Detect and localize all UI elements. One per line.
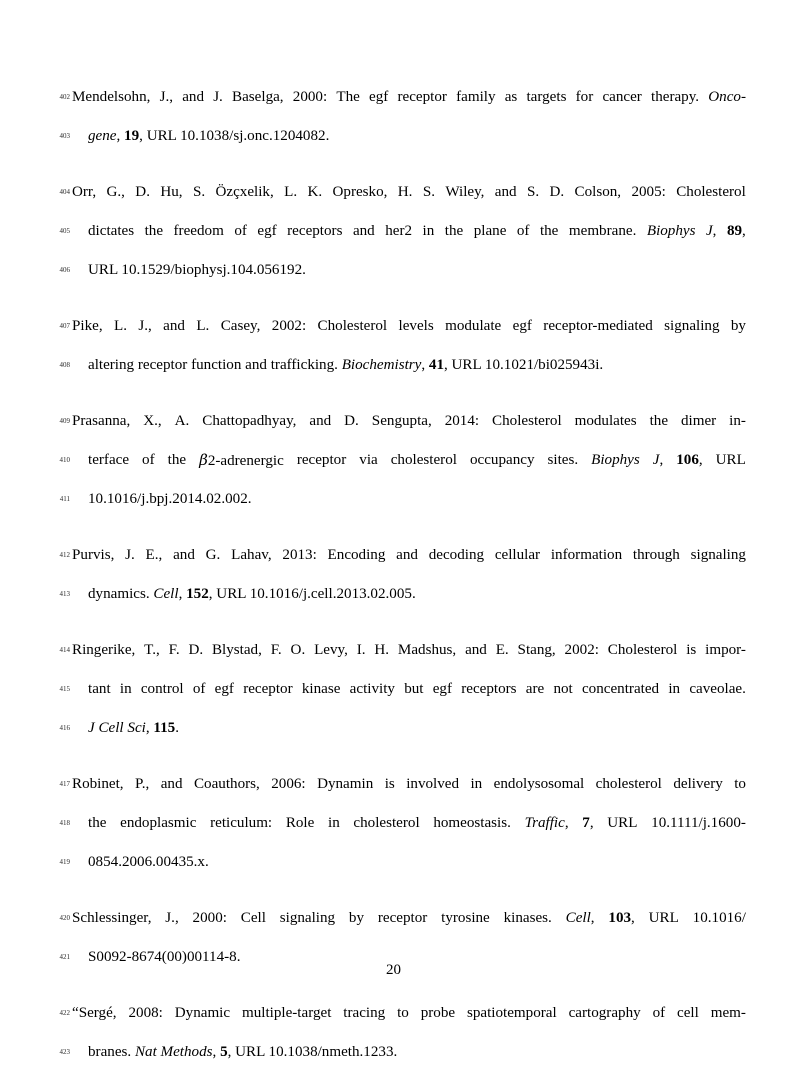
bibliography-list — [48, 78, 746, 1089]
bibliography-line — [48, 402, 746, 441]
line-number: 419 — [59, 858, 70, 866]
bibliography-line — [48, 441, 746, 480]
bibliography-line — [48, 346, 738, 385]
line-number: 408 — [59, 361, 70, 369]
bibliography-line — [48, 536, 746, 575]
bibliography-entry — [48, 536, 746, 614]
bibliography-line — [48, 994, 746, 1033]
bibliography-entry — [48, 765, 746, 882]
reference-text: Mendelsohn, J., and J. Baselga, 2000: The egf receptor family as targets for cancer therapy. Onco- — [72, 89, 746, 105]
bibliography-line — [48, 899, 746, 938]
reference-text: 0854.2006.00435.x. — [88, 854, 209, 870]
bibliography-line — [48, 843, 738, 882]
reference-text: branes. Nat Methods, 5, URL 10.1038/nmeth.1233. — [88, 1044, 398, 1060]
line-number: 420 — [59, 914, 70, 922]
bibliography-line — [48, 709, 738, 748]
bibliography-entry — [48, 631, 746, 748]
line-number: 403 — [59, 132, 70, 140]
line-number: 407 — [59, 322, 70, 330]
bibliography-entry — [48, 994, 746, 1072]
bibliography-line — [48, 575, 738, 614]
bibliography-entry — [48, 173, 746, 290]
line-number: 409 — [59, 417, 70, 425]
reference-text: Schlessinger, J., 2000: Cell signaling by receptor tyrosine kinases. Cell, 103, URL 10.1016/ — [72, 910, 746, 926]
reference-text: Purvis, J. E., and G. Lahav, 2013: Encoding and decoding cellular information through signaling — [72, 547, 746, 563]
reference-text: 10.1016/j.bpj.2014.02.002. — [88, 491, 252, 507]
bibliography-entry — [48, 78, 746, 156]
line-number: 402 — [59, 93, 70, 101]
line-number: 406 — [59, 266, 70, 274]
line-number: 412 — [59, 551, 70, 559]
reference-text: dynamics. Cell, 152, URL 10.1016/j.cell.2013.02.005. — [88, 586, 416, 602]
bibliography-entry — [48, 402, 746, 519]
bibliography-line — [48, 251, 738, 290]
line-number: 422 — [59, 1009, 70, 1017]
bibliography-line — [48, 117, 738, 156]
bibliography-line — [48, 307, 746, 346]
line-number: 410 — [59, 456, 70, 464]
line-number: 411 — [59, 495, 70, 503]
bibliography-line — [48, 1033, 738, 1072]
reference-text: Pike, L. J., and L. Casey, 2002: Cholesterol levels modulate egf receptor-mediated signaling by — [72, 318, 746, 334]
line-number: 418 — [59, 819, 70, 827]
reference-text: terface of the β2-adrenergic receptor via cholesterol occupancy sites. Biophys J, 106, URL — [88, 451, 746, 469]
bibliography-line — [48, 78, 746, 117]
line-number: 421 — [59, 953, 70, 961]
bibliography-line — [48, 173, 746, 212]
bibliography-line — [48, 765, 746, 804]
reference-text: altering receptor function and trafficking. Biochemistry, 41, URL 10.1021/bi025943i. — [88, 357, 604, 373]
reference-text: J Cell Sci, 115. — [88, 720, 179, 736]
line-number: 415 — [59, 685, 70, 693]
line-number: 413 — [59, 590, 70, 598]
bibliography-line — [48, 804, 746, 843]
reference-text: “Sergé, 2008: Dynamic multiple-target tracing to probe spatiotemporal cartography of cell mem- — [72, 1005, 746, 1021]
reference-text: Orr, G., D. Hu, S. Özçxelik, L. K. Opresko, H. S. Wiley, and S. D. Colson, 2005: Cholesterol — [72, 184, 746, 200]
line-number: 416 — [59, 724, 70, 732]
reference-text: URL 10.1529/biophysj.104.056192. — [88, 262, 306, 278]
line-number: 404 — [59, 188, 70, 196]
reference-text: Prasanna, X., A. Chattopadhyay, and D. Sengupta, 2014: Cholesterol modulates the dimer in- — [72, 413, 746, 429]
reference-text: gene, 19, URL 10.1038/sj.onc.1204082. — [88, 128, 330, 144]
reference-text: the endoplasmic reticulum: Role in cholesterol homeostasis. Traffic, 7, URL 10.1111/j.1600- — [88, 815, 746, 831]
reference-text: dictates the freedom of egf receptors and her2 in the plane of the membrane. Biophys J, 89, — [88, 223, 746, 239]
bibliography-entry — [48, 307, 746, 385]
line-number: 417 — [59, 780, 70, 788]
bibliography-line — [48, 212, 746, 251]
reference-text: tant in control of egf receptor kinase activity but egf receptors are not concentrated in caveolae. — [88, 681, 746, 697]
line-number: 423 — [59, 1048, 70, 1056]
bibliography-line — [48, 670, 746, 709]
line-number: 414 — [59, 646, 70, 654]
reference-text: S0092-8674(00)00114-8. — [88, 949, 241, 965]
bibliography-line — [48, 631, 746, 670]
page-number: 20 — [386, 962, 401, 978]
reference-text: Robinet, P., and Coauthors, 2006: Dynamin is involved in endolysosomal cholesterol delivery to — [72, 776, 746, 792]
reference-text: Ringerike, T., F. D. Blystad, F. O. Levy, I. H. Madshus, and E. Stang, 2002: Cholesterol is impor- — [72, 642, 746, 658]
line-number: 405 — [59, 227, 70, 235]
bibliography-line — [48, 480, 738, 519]
